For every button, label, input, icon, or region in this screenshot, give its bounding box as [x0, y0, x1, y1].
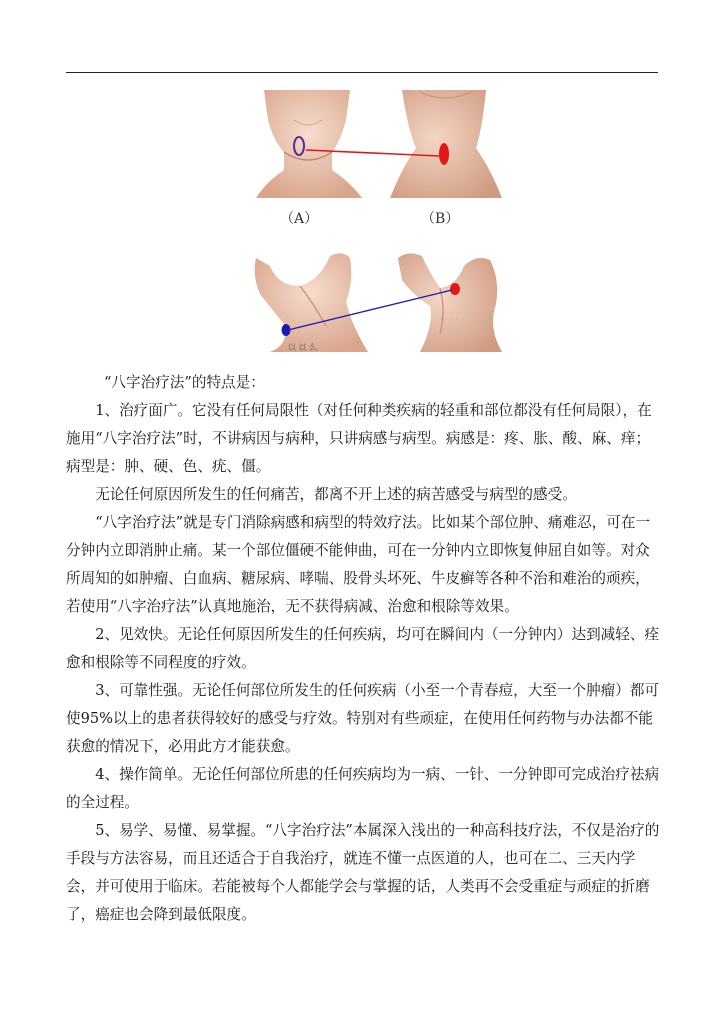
label-b: （B）: [421, 211, 460, 227]
svg-text:· · ·: · · ·: [424, 183, 439, 193]
paragraph-intro: “八字治疗法”的特点是：: [103, 374, 265, 391]
caption-fragment: 以 以 么: [288, 343, 318, 352]
label-a: （A）: [280, 211, 319, 227]
neck-diagram: [250, 90, 502, 352]
panel-c-side-neck: [255, 253, 368, 352]
article-body: [66, 369, 660, 929]
paragraph-special-effect: “八字治疗法”就是专门消除病感和病型的特效疗法。比如某个部位肿、痛难忍，可在一分钟内立即消肿止痛。某一个部位僵硬不能伸曲，可在一分钟内立即恢复伸屈自如等。对众所周知的如肿瘤、白血病、糖尿病、哮喘、股骨头坏死、牛皮癣等各种不治和难治的顽疾，若使用“八字治疗法”认真地施治，无不获得病减、治愈和根除等效果。: [66, 514, 651, 615]
paragraph-point-1: 1、治疗面广。它没有任何局限性（对任何种类疾病的轻重和部位都没有任何局限），在施用“八字治疗法”时，不讲病因与病种，只讲病感与病型。病感是：疼、胀、酸、麻、痒；病型是：肿、硬、色、疣、僵。: [66, 402, 652, 475]
panel-b-back-neck: [390, 90, 502, 198]
red-marker-side: [450, 283, 460, 295]
paragraph-point-2: 2、见效快。无论任何原因所发生的任何疾病，均可在瞬间内（一分钟内）达到减轻、痊愈和根除等不同程度的疗效。: [66, 626, 660, 671]
svg-text:· · · ·: · · · ·: [440, 315, 458, 324]
paragraph-point-5: 5、易学、易懂、易掌握。“八字治疗法”本属深入浅出的一种高科技疗法，不仅是治疗的手段与方法容易，而且还适合于自我治疗，就连不懂一点医道的人，也可在二、三天内学会，并可使用于临床。若能被每个人都能学会与掌握的话，人类再不会受重症与顽症的折磨了，癌症也会降到最低限度。: [66, 822, 660, 923]
panel-d-side-neck: [398, 253, 502, 352]
red-marker: [439, 143, 449, 165]
paragraph-point-4: 4、操作简单。无论任何部位所患的任何疾病均为一病、一针、一分钟即可完成治疗祛病的全过程。: [66, 766, 660, 811]
paragraph-point-3: 3、可靠性强。无论任何部位所发生的任何疾病（小至一个青春痘，大至一个肿瘤）都可使95%以上的患者获得较好的感受与疗效。特别对有些顽症，在使用任何药物与办法都不能获愈的情况下，必用此方才能获愈。: [66, 682, 660, 755]
header-rule: [66, 72, 658, 73]
paragraph-explanation: 无论任何原因所发生的任何痛苦，都离不开上述的病苦感受与病型的感受。: [95, 486, 577, 503]
acupoint-figure: [250, 90, 502, 352]
panel-a-front-neck: [250, 90, 365, 200]
